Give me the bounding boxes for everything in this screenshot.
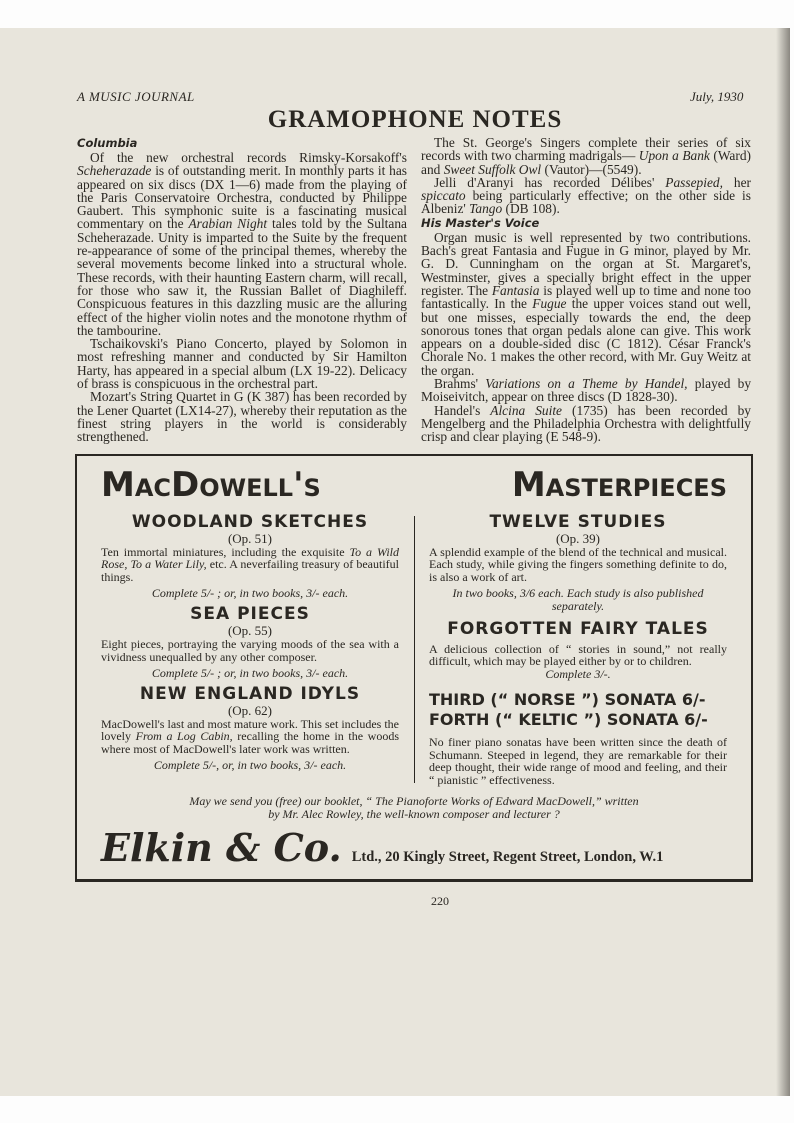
text-run: Of the new orchestral records Rimsky-Korsakoff's (90, 150, 407, 165)
ad-heading-row (101, 464, 727, 506)
columbia-paragraphs (77, 151, 407, 444)
italic-text: From a Log Cabin, (135, 729, 233, 744)
italic-text: Fugue (532, 296, 567, 312)
text-run: etc. A neverfailing treasury of beautiful things. (101, 557, 399, 584)
sea-pieces-title: SEA PIECES (190, 603, 310, 624)
text-run: is of outstanding merit. In monthly parts it has appeared on six discs (DX 1—6) made from the playing of the Paris Conservatoire Orchestra, conducted by Philippe Gaubert. This symphonic suite is a fascinating musical commentary on the (77, 163, 407, 232)
forgotten-fairy-tales-description (429, 643, 727, 668)
text-run: (Ward) and (421, 148, 751, 177)
text-run: tales told by the Sultana Scheherazade. Unity is imparted to the Suite by the frequent re-appearance of some of the principal themes, whereby the several movements become linked into a structural whole. These records, with their haunting Eastern charm, will recall, for those who saw it, the Russian Ballet of Diaghileff. Conspicuous features in this dazzling music are the alluring effect of the higher violin notes and the monotone rhythm of the tambourine. (77, 216, 407, 338)
text-run: No finer piano sonatas have been written since the death of Schumann. Steeped in legend, they are remarkable for their deep thought, their wide range of mood and feeling, and their “ pianistic ” effectiveness. (429, 735, 727, 788)
paragraph (421, 176, 751, 216)
italic-text: To a Wild Rose, To a Water Lily, (101, 544, 399, 572)
text-run: (Vautor)—(5549). (541, 161, 642, 177)
woodland-sketches-description (101, 546, 399, 584)
page-body (75, 136, 753, 909)
twelve-studies-description (429, 546, 727, 584)
publisher-footer (101, 825, 727, 871)
sea-pieces-opus: (Op. 55) (227, 622, 273, 638)
italic-text: Scheherazade (77, 163, 152, 179)
paragraph (421, 377, 751, 404)
ad-right-column (429, 510, 727, 787)
text-run: played by Moiseivitch, appear on three discs (D 1828-30). (421, 376, 752, 405)
new-england-idyls-price: Complete 5/-, or, in two books, 3/- each. (153, 758, 347, 773)
text-run: Jelli d'Aranyi has recorded Délibes' (434, 174, 666, 190)
woodland-sketches-opus: (Op. 51) (227, 530, 273, 546)
italic-text: spiccato (421, 188, 466, 204)
italic-text: Alcina Suite (490, 402, 562, 418)
italic-text: Tango (469, 201, 503, 217)
norse-sonata-title: THIRD (“ NORSE ”) SONATA 6/- (429, 690, 706, 710)
text-run: Organ music is well represented by two contributions. Bach's great Fantasia and Fugue in G minor, played by Mr. G. D. Cunningham on the organ at St. Margaret's, Westminster, gives a specially bright effect in the upper register. The (421, 229, 751, 298)
woodland-sketches-title: WOODLAND SKETCHES (131, 511, 369, 532)
text-run: Eight pieces, portraying the varying moods of the sea with a vividness unequalled by any other composer. (101, 636, 399, 664)
paragraph (421, 231, 751, 377)
ad-left-column (101, 510, 399, 787)
woodland-sketches-price: Complete 5/- ; or, in two books, 3/- each. (151, 586, 349, 601)
forgotten-fairy-tales-title: FORGOTTEN FAIRY TALES (447, 618, 709, 639)
italic-text: Arabian Night (188, 216, 268, 232)
booklet-offer: May we send you (free) our booklet, “ The Pianoforte Works of Edward MacDowell,” written by Mr. Alec Rowley, the well-known composer and lecturer ? (189, 793, 639, 821)
twelve-studies-price: In two books, 3/6 each. Each study is also published separately. (452, 586, 704, 613)
new-england-idyls-title: NEW ENGLAND IDYLS (139, 683, 361, 704)
text-run: The St. George's Singers complete their series of six records with two charming madrigals— (421, 135, 751, 164)
italic-text: Fantasia (491, 282, 540, 298)
journal-name: A MUSIC JOURNAL (77, 89, 195, 104)
italic-text: Variations on a Theme by Handel, (485, 376, 688, 392)
elkin-advertisement (75, 454, 753, 882)
ad-columns (101, 510, 727, 787)
text-run: A splendid example of the blend of the technical and musical. Each study, while giving the fingers something definite to do, is also a work of art. (429, 544, 727, 584)
hmv-paragraphs (421, 231, 751, 444)
twelve-studies-opus: (Op. 39) (555, 530, 601, 546)
new-england-idyls-opus: (Op. 62) (227, 702, 273, 718)
publisher-logo: Elkin & Co. (101, 824, 342, 870)
text-run: (1735) has been recorded by Mengelberg and the Philadelphia Orchestra with delightfully crisp and clear playing (E 548-9). (421, 402, 751, 445)
paragraph (421, 136, 751, 176)
text-run: Brahms' (434, 376, 486, 392)
text-run: A delicious collection of “ stories in sound,” not really difficult, which may be played either by or to children. (429, 641, 727, 669)
paragraph (77, 151, 407, 337)
paragraph (77, 390, 407, 443)
text-run: Ten immortal miniatures, including the exquisite (101, 544, 350, 559)
text-run: being particularly effective; on the other side is Albeniz' (421, 188, 751, 217)
text-run: the upper voices stand out well, but one misses, especially towards the end, the deep sonorous tones that organ pedals alone can give. This work appears on a double-sided disc (C 1812). César Franck's Chorale No. 1 makes the other record, with Mr. Guy Weitz at the organ. (421, 296, 751, 378)
ad-column-divider (414, 516, 415, 783)
publisher-address: Ltd., 20 Kingly Street, Regent Street, London, W.1 (351, 848, 664, 865)
keltic-sonata-title: FORTH (“ KELTIC ”) SONATA 6/- (429, 710, 708, 730)
italic-text: Passepied, (665, 174, 723, 190)
right-column (421, 136, 751, 444)
text-run: her (722, 174, 751, 190)
section-heading-hmv: His Master's Voice (421, 215, 540, 230)
section-heading-columbia: Columbia (77, 136, 138, 150)
forgotten-fairy-tales-price: Complete 3/-. (545, 666, 611, 681)
sea-pieces-description (101, 638, 399, 663)
new-england-idyls-description (101, 718, 399, 756)
ad-heading-macdowells: MacDowell's (101, 464, 321, 505)
issue-date: July, 1930 (690, 89, 744, 104)
text-run: Mozart's String Quartet in G (K 387) has been recorded by the Lener Quartet (LX14-27), whereby their reputation as the finest string players in the world is considerably strengthened. (77, 389, 407, 445)
sonatas-description (429, 736, 727, 786)
article-columns (75, 136, 753, 444)
paragraph (77, 337, 407, 390)
page-number: 220 (431, 893, 449, 908)
text-run: recalling the home in the woods where most of MacDowell's later work was written. (101, 729, 399, 756)
ad-heading-masterpieces: Masterpieces (511, 464, 727, 505)
sea-pieces-price: Complete 5/- ; or, in two books, 3/- each. (151, 666, 349, 681)
text-run: MacDowell's last and most mature work. This set includes the lovely (101, 716, 399, 744)
text-run: Handel's (434, 402, 491, 418)
italic-text: Sweet Suffolk Owl (443, 161, 542, 177)
text-run: is played well up to time and none too fantastically. In the (421, 282, 751, 312)
paragraph (421, 404, 751, 444)
text-run: (DB 108). (502, 201, 560, 217)
columbia-paragraphs-continued (421, 136, 751, 216)
left-column (77, 136, 407, 444)
italic-text: Upon a Bank (638, 148, 710, 164)
twelve-studies-title: TWELVE STUDIES (489, 511, 667, 532)
page-title: GRAMOPHONE NOTES (267, 106, 563, 133)
text-run: Tschaikovski's Piano Concerto, played by Solomon in most refreshing manner and conducted by Sir Hamilton Harty, has appeared in a special album (LX 19-22). Delicacy of brass is conspicuous in the orchestral part. (77, 336, 407, 392)
